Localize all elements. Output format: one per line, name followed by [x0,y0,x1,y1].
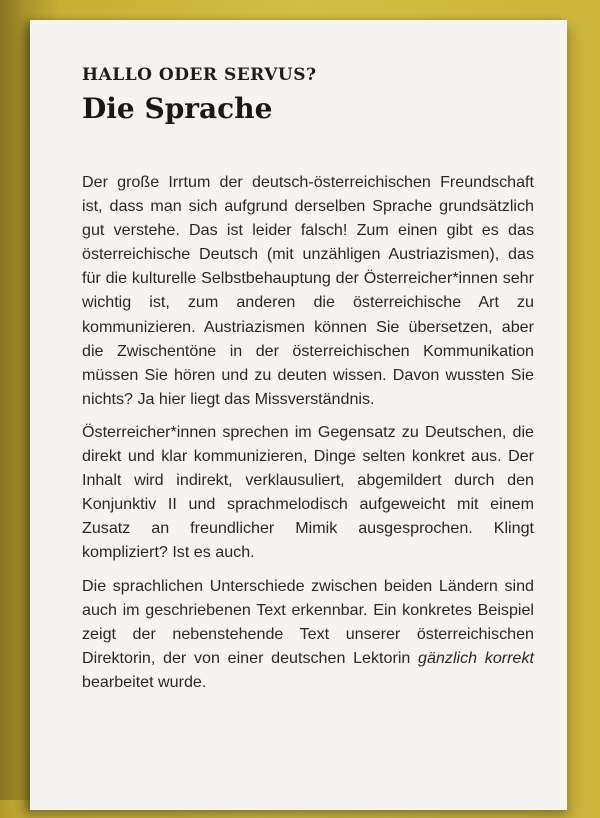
sign-title: Die Sprache [82,92,273,125]
paragraph-3-emphasis: gänzlich korrekt [418,648,534,667]
paragraph-3-start: Die sprachlichen Unterschiede zwischen beiden Ländern sind auch im geschriebenen Text erkennbar. Ein konkretes Beispiel zeigt der nebenstehende Text unserer österreichischen Direktorin, der von einer deutschen Lektorin [82,576,534,667]
sign-body [82,170,534,694]
paragraph-3 [82,574,534,694]
sign-kicker: HALLO ODER SERVUS? [82,65,317,85]
paragraph-3-end: bearbeitet wurde. [82,672,207,691]
paragraph-2: Österreicher*innen sprechen im Gegensatz zu Deutschen, die direkt und klar kommunizieren, Dinge selten konkret aus. Der Inhalt wird indirekt, verklausuliert, abgemildert durch den Konjunktiv II und sprachmelodisch aufgeweicht mit einem Zusatz an freundlicher Mimik ausgesprochen. Klingt kompliziert? Ist es auch. [82,422,534,562]
exhibition-sign [30,20,567,810]
paragraph-1: Der große Irrtum der deutsch-österreichischen Freundschaft ist, dass man sich aufgrund derselben Sprache grundsätzlich gut verstehe. Das ist leider falsch! Zum einen gibt es das österreichische Deutsch (mit unzähligen Austriazismen), das für die kulturelle Selbstbehauptung der Österreicher*innen sehr wichtig ist, zum anderen die österreichische Art zu kommunizieren. Austriazismen können Sie übersetzen, aber die Zwischentöne in der österreichischen Kommunikation müssen Sie hören und zu deuten wissen. Davon wussten Sie nichts? Ja hier liegt das Missverständnis. [82,173,534,408]
